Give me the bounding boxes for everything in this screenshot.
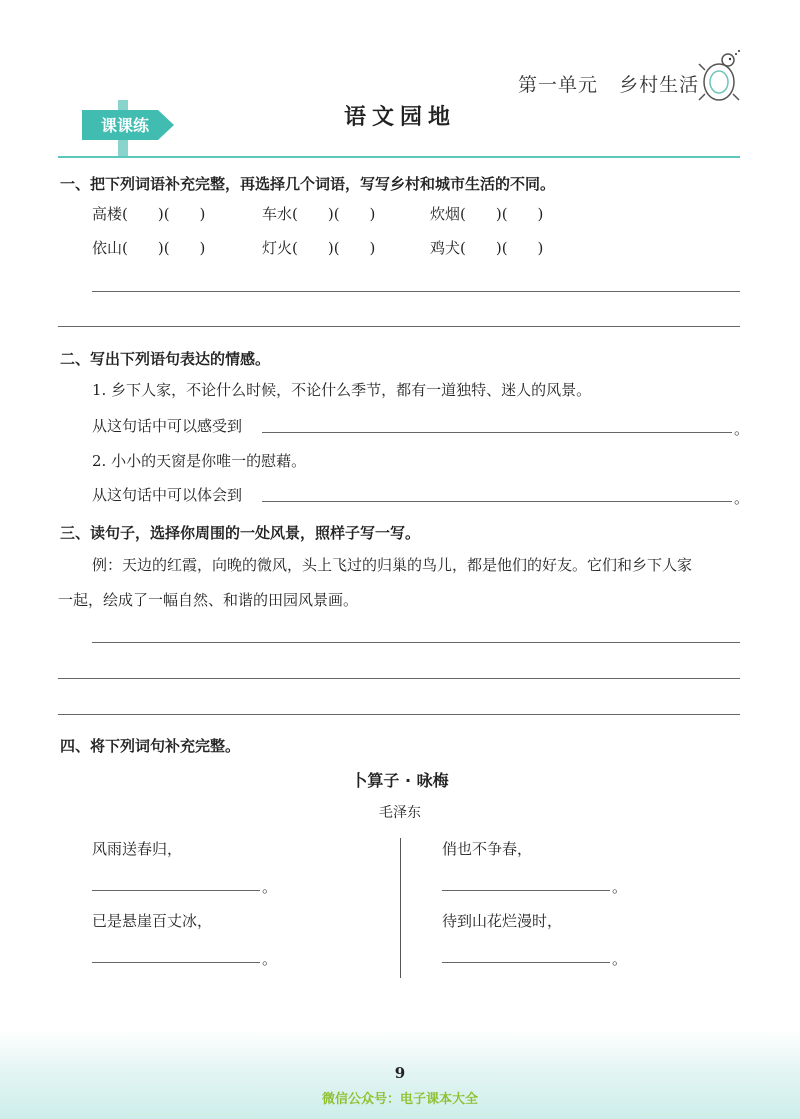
section3-heading: 三、读句子，选择你周围的一处风景，照样子写一写。: [60, 524, 421, 542]
word-item: 灯火( )( ): [262, 239, 376, 257]
answer-prompt: 从这句话中可以感受到: [92, 417, 243, 435]
question-text: 2. 小小的天窗是你唯一的慰藉。: [92, 452, 307, 470]
answer-line[interactable]: [92, 962, 260, 963]
answer-line[interactable]: [58, 714, 740, 715]
word-item: 鸡犬( )( ): [430, 239, 544, 257]
answer-line[interactable]: [262, 501, 732, 502]
word-item: 高楼( )( ): [92, 205, 206, 223]
header-divider: [58, 156, 740, 158]
period-mark: 。: [612, 950, 628, 968]
wechat-footer: 微信公众号：电子课本大全: [321, 1092, 478, 1107]
word-item: 依山( )( ): [92, 239, 206, 257]
period-mark: 。: [262, 878, 278, 896]
word-item: 车水( )( ): [262, 205, 376, 223]
period-mark: 。: [262, 950, 278, 968]
unit-title: [518, 70, 699, 97]
period-mark: 。: [734, 489, 750, 507]
poem-line: 待到山花烂漫时，: [442, 912, 563, 930]
period-mark: 。: [612, 878, 628, 896]
answer-line[interactable]: [92, 890, 260, 891]
turtle-icon: [695, 48, 743, 108]
answer-line[interactable]: [92, 291, 740, 292]
unit-topic: 乡村生活: [619, 74, 700, 96]
poem-line: 已是悬崖百丈冰，: [92, 912, 213, 930]
example-text: 例：天边的红霞，向晚的微风，头上飞过的归巢的鸟儿，都是他们的好友。它们和乡下人家: [92, 556, 693, 574]
period-mark: 。: [734, 420, 750, 438]
answer-line[interactable]: [442, 890, 610, 891]
answer-line[interactable]: [92, 642, 740, 643]
badge-label: 课课练: [100, 116, 149, 135]
poem-line: 俏也不争春，: [442, 840, 533, 858]
page-number: 9: [394, 1064, 406, 1082]
example-text: 一起，绘成了一幅自然、和谐的田园风景画。: [58, 591, 359, 609]
section2-heading: 二、写出下列语句表达的情感。: [60, 350, 271, 368]
poem-line: 风雨送春归，: [92, 840, 183, 858]
answer-line[interactable]: [58, 678, 740, 679]
unit-label: 第一单元: [518, 74, 599, 96]
poem-title: 卜算子 · 咏梅: [351, 771, 449, 790]
answer-line[interactable]: [262, 432, 732, 433]
question-text: 1. 乡下人家，不论什么时候，不论什么季节，都有一道独特、迷人的风景。: [92, 381, 592, 399]
poem-divider: [400, 838, 401, 978]
answer-line[interactable]: [442, 962, 610, 963]
poem-author: 毛泽东: [379, 805, 421, 821]
section4-heading: 四、将下列词句补充完整。: [60, 737, 241, 755]
word-item: 炊烟( )( ): [430, 205, 544, 223]
page-title: 语文园地: [343, 105, 456, 130]
section1-heading: 一、把下列词语补充完整，再选择几个词语，写写乡村和城市生活的不同。: [60, 175, 556, 193]
answer-line[interactable]: [58, 326, 740, 327]
answer-prompt: 从这句话中可以体会到: [92, 486, 243, 504]
